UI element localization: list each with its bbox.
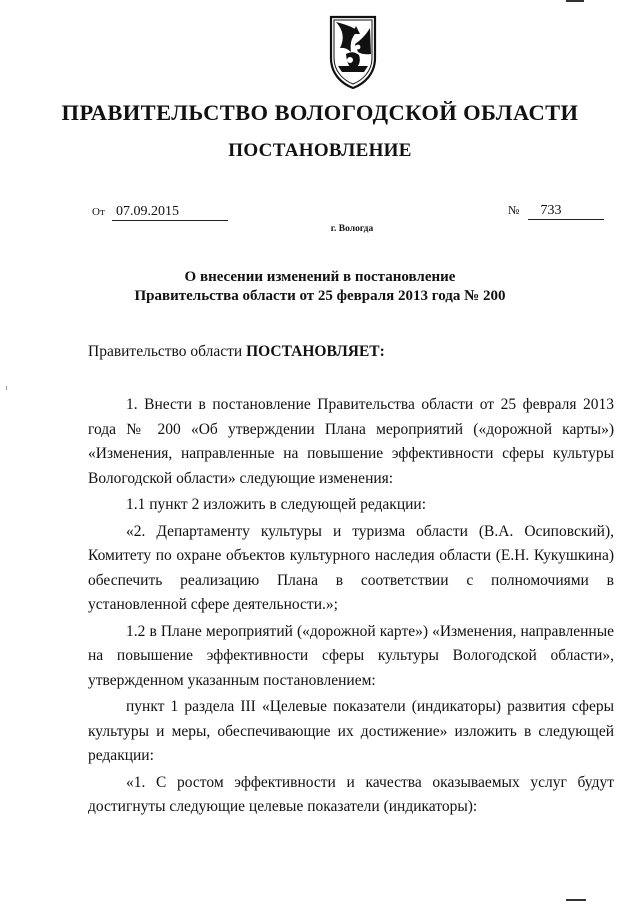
document-date: 07.09.2015	[112, 204, 228, 221]
document-type: ПОСТАНОВЛЕНИЕ	[228, 140, 412, 161]
paragraph-1-1: 1.1 пункт 2 изложить в следующей редакции:	[126, 496, 427, 513]
organization-title: ПРАВИТЕЛЬСТВО ВОЛОГОДСКОЙ ОБЛАСТИ	[61, 100, 579, 125]
scan-mark-bottom	[566, 899, 586, 901]
subject-line-2: Правительства области от 25 февраля 2013 года № 200	[134, 288, 506, 304]
date-prefix: От	[92, 206, 105, 218]
paragraph-section-3: пункт 1 раздела III «Целевые показатели (индикаторы) развития сферы культуры и меры, обеспечивающие их достижение» изложить в следующей редакции:	[88, 698, 614, 764]
subject-line-1: О внесении изменений в постановление	[184, 269, 456, 285]
preamble-keyword: ПОСТАНОВЛЯЕТ:	[246, 343, 385, 360]
scan-mark-left	[6, 386, 7, 390]
preamble-prefix: Правительство области	[88, 343, 247, 360]
preamble-text	[88, 340, 614, 365]
preamble	[88, 340, 614, 365]
document-number: 733	[528, 203, 604, 220]
paragraph-quote-2: «2. Департаменту культуры и туризма области (В.А. Осиповский), Комитету по охране объектов культурного наследия области (Е.Н. Кукушкина) обеспечить реализацию Плана в соответствии с полномочиями в установленной сфере деятельности.»;	[88, 522, 614, 613]
paragraph-1-2: 1.2 в Плане мероприятий («дорожной карте») «Изменения, направленные на повышение эффективности сферы культуры Вологодской области», утвержденном указанным постановлением:	[88, 622, 614, 689]
vologda-coat-of-arms-icon	[328, 14, 378, 90]
document-number-line	[508, 203, 604, 220]
paragraph-1: 1. Внести в постановление Правительства области от 25 февраля 2013 года № 200 «Об утверждении Плана мероприятий («дорожной карты») «Изменения, направленные на повышение эффективности сферы культуры Вологодской области» следующие изменения:	[88, 396, 614, 487]
document-city: г. Вологда	[330, 224, 374, 234]
document-subject	[0, 268, 640, 306]
scan-mark-top	[566, 0, 584, 2]
number-prefix: №	[508, 203, 520, 217]
document-body	[88, 393, 614, 822]
paragraph-quote-1: «1. С ростом эффективности и качества оказываемых услуг будут достигнуты следующие целевые показатели (индикаторы):	[88, 773, 614, 815]
document-date-line	[92, 203, 228, 221]
